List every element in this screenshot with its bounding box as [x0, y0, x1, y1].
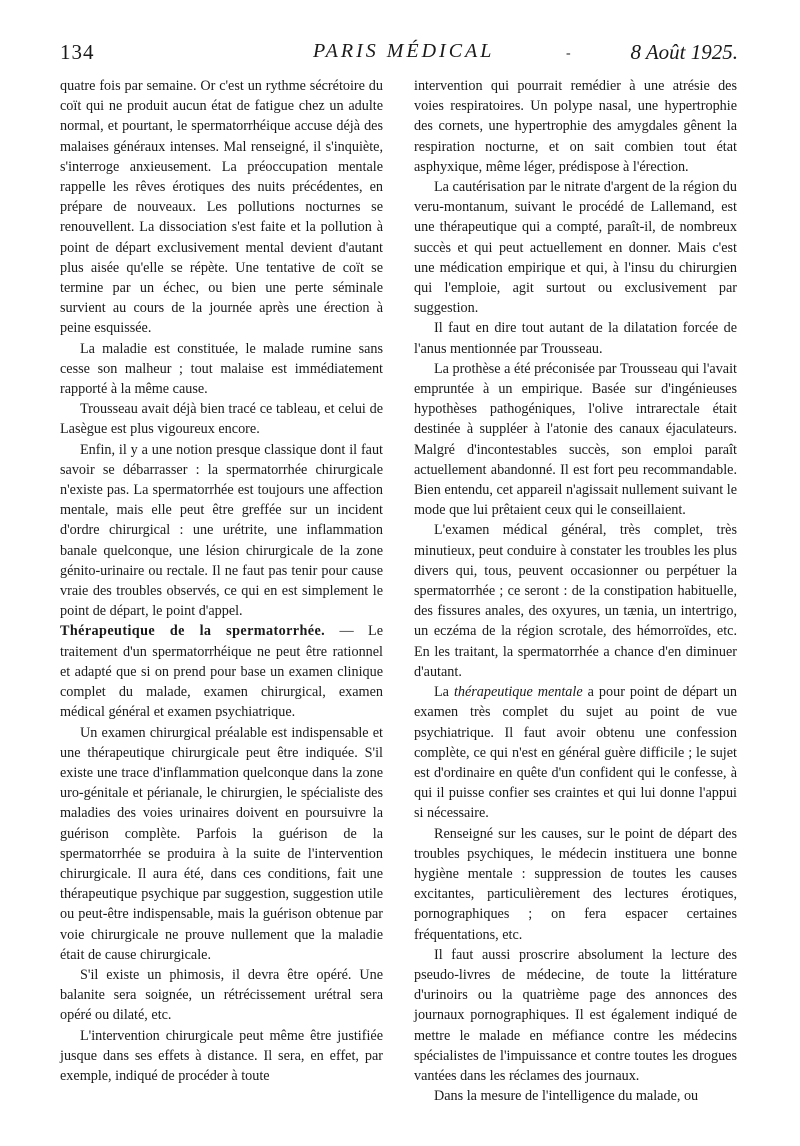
left-column: [60, 76, 383, 1086]
section-paragraph: [60, 621, 383, 722]
paragraph: Renseigné sur les causes, sur le point de départ des troubles psychiques, le médecin instituera une bonne hygiène mentale : suppression de toutes les causes excitantes, particulièrement des lectures érotiques, pornographiques ; on fera espacer certaines fréquentations, etc.: [414, 825, 737, 943]
paragraph: Enfin, il y a une notion presque classique dont il faut savoir se débarrasser : la spermatorrhée chirurgicale n'existe pas. La spermatorrhée est toujours une affection mentale, mais elle peut être greffée sur un incident d'ordre chirurgical : une urétrite, une inflammation banale quelconque, une lésion chirurgicale de la zone génito-urinaire ou rectale. Il ne faut pas tenir pour cause vraie des troubles observés, ce qui en est simplement le point de départ, le point d'appel.: [60, 441, 383, 620]
paragraph: Trousseau avait déjà bien tracé ce tableau, et celui de Lasègue est plus vigoureux encore.: [60, 401, 383, 438]
paragraph: intervention qui pourrait remédier à une atrésie des voies respiratoires. Un polype nasal, une hypertrophie des cornets, une hypertrophie des amygdales gênent la respiration nocturne, et on sait combien tout état asphyxique, même léger, prédispose à l'érection.: [414, 78, 737, 175]
paragraph: Il faut aussi proscrire absolument la lecture des pseudo-livres de médecine, de toute la littérature d'urinoirs ou la quatrième page des annonces des journaux pornographiques. Il est également indiqué de mettre le malade en méfiance contre les médecins spécialistes de l'impuissance et contre toutes les drogues vantées dans les réclames des journaux.: [414, 946, 737, 1084]
paragraph: Dans la mesure de l'intelligence du malade, ou: [434, 1088, 699, 1105]
paragraph: Il faut en dire tout autant de la dilatation forcée de l'anus mentionnée par Trousseau.: [414, 320, 737, 357]
section-heading: Thérapeutique de la spermatorrhée.: [60, 623, 326, 640]
emphasis-term: thérapeutique mentale: [453, 684, 583, 701]
paragraph: quatre fois par semaine. Or c'est un rythme sécrétoire du coït qui ne produit aucun état de fatigue chez un adulte normal, et pourtant, le spermatorrhéique accuse déjà des malaises généraux intenses. Mal renseigné, il s'inquiète, s'interroge anxieusement. La préoccupation mentale rappelle les rêves érotiques des nuits précédentes, en prépare de nouveaux. Les pollutions nocturnes se renouvellent. La dissociation s'est faite et la pollution à point de départ exclusivement mental devient d'autant plus aisée qu'elle se répète. Une tentative de coït se termine par un échec, ou bien une perte séminale survient au cours de la journée après une érection à peine esquissée.: [60, 78, 383, 337]
right-column: [414, 76, 737, 1106]
paragraph: Un examen chirurgical préalable est indispensable et une thérapeutique chirurgicale peut être indiquée. S'il existe une trace d'inflammation quelconque dans la zone uro-génitale et périanale, le chirurgien, le spécialiste des maladies des voies urinaires doivent en poursuivre la guérison complète. Parfois la guérison de la spermatorrhée se produira à la suite de l'intervention chirurgicale. Il aura été, dans ces conditions, fait une thérapeutique psychique par suggestion, suggestion utile ou peut-être indispensable, mais la guérison obtenue par voie chirurgicale ne prouve nullement que la maladie était de cause chirurgicale.: [60, 724, 383, 963]
paragraph: La maladie est constituée, le malade rumine sans cesse son malheur ; tout malaise est immédiatement rapporté à la même cause.: [60, 340, 383, 398]
text-run: La: [434, 684, 454, 701]
page-number: 134: [60, 40, 95, 64]
paragraph: La cautérisation par le nitrate d'argent de la région du veru-montanum, suivant le procédé de Lallemand, est une thérapeutique qui a compté, paraît-il, de nombreux succès et qui peut actuellement en donner. Mais c'est une médication empirique et qui, à l'insu du chirurgien qui l'emploie, agit surtout ou exclusivement par suggestion.: [414, 179, 737, 317]
header-separator: -: [566, 46, 571, 61]
issue-date: 8 Août 1925.: [630, 40, 738, 64]
paragraph: La prothèse a été préconisée par Trousseau qui l'avait empruntée à un empirique. Basée sur d'ingénieuses hypothèses pathogéniques, l'olive intrarectale était destinée à suppléer à l'atonie des canaux éjaculateurs. Malgré d'incontestables succès, son emploi paraît actuellement abandonné. Il est fort peu recommandable. Bien entendu, cet appareil n'agissait nullement suivant le mode que lui prêtaient ceux qui le conseillaient.: [414, 360, 737, 519]
paragraph: S'il existe un phimosis, il devra être opéré. Une balanite sera soignée, un rétrécissement urétral sera opéré ou dilaté, etc.: [60, 966, 383, 1024]
paragraph: L'intervention chirurgicale peut même être justifiée jusque dans ses effets à distance. Il sera, en effet, par exemple, indiqué de procéder à toute: [60, 1027, 383, 1084]
running-header: [60, 40, 738, 74]
text-run: a pour point de départ un examen très complet du sujet au point de vue psychiatrique. Il faut avoir obtenu une confession complète, ce qui n'est en général guère difficile ; le sujet est d'ordinaire en quête d'un confident qui le confesse, à qui il puisse confier ses craintes et qui lui donne l'appui si nécessaire.: [414, 684, 738, 822]
paragraph: L'examen médical général, très complet, très minutieux, peut conduire à constater les troubles les plus divers qui, tous, peuvent occasionner ou perpétuer la spermatorrhée ; ce seront : de la constipation habituelle, des fissures anales, des oxyures, un tænia, un intertrigo, un eczéma de la région scrotale, des hémorroïdes, etc. En les traitant, la spermatorrhée a chance d'en diminuer d'autant.: [414, 522, 737, 680]
section-intro-text: — Le traitement d'un spermatorrhéique ne peut être rationnel et adapté que si on prend pour base un examen clinique complet du malade, examen chirurgical, examen médical général et examen psychiatrique.: [60, 623, 383, 721]
journal-title: PARIS MÉDICAL: [313, 40, 495, 62]
paragraph: [414, 682, 737, 823]
